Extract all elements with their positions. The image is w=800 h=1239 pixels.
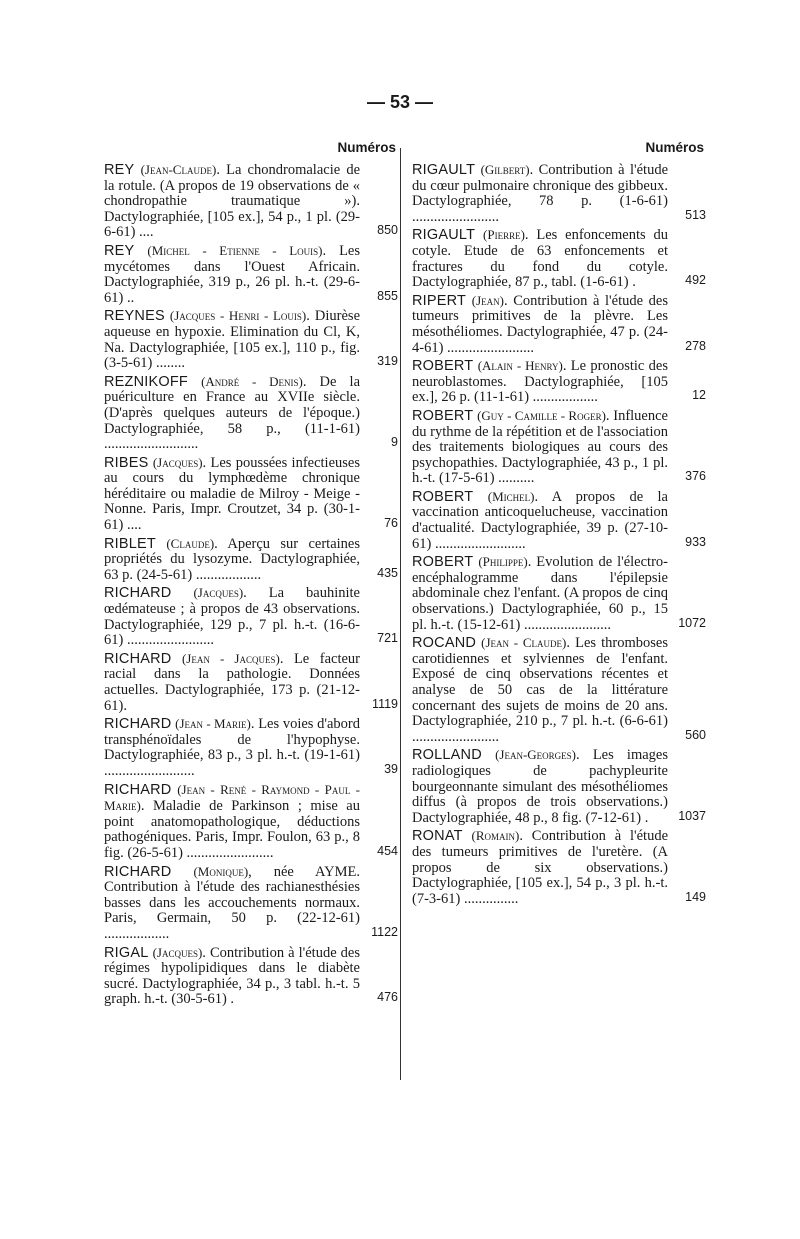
author-given-names: (Claude) <box>166 535 215 551</box>
author-surname: ROBERT <box>412 554 474 571</box>
thesis-title-details: . Le facteur racial dans la pathologie. Données actuelles. Dactylographiée, 173 p. (21-12-61). <box>104 650 360 714</box>
author-surname: RICHARD <box>104 650 172 667</box>
thesis-entry <box>412 747 704 826</box>
author-surname: RIBLET <box>104 535 156 552</box>
author-surname: REY <box>104 162 135 178</box>
column-header-left: Numéros <box>337 140 396 155</box>
thesis-number: 855 <box>377 288 398 303</box>
thesis-entry <box>104 585 396 648</box>
author-given-names: (Jean - Jacques) <box>181 650 280 666</box>
author-surname: RIGAL <box>104 944 149 961</box>
thesis-entry <box>104 651 396 714</box>
author-given-names: (Alain - Henry) <box>477 358 563 374</box>
author-given-names: (Jacques - Henri - Louis) <box>169 308 307 324</box>
thesis-entry <box>104 308 396 371</box>
thesis-entry <box>104 945 396 1008</box>
author-surname: RICHARD <box>104 863 172 880</box>
author-given-names: (Jacques) <box>193 585 244 601</box>
thesis-title-details: . Evolution de l'électro-encéphalogramme dans l'épilepsie abdominale chez l'enfant. (A propos de cinq observations.) Dactylographiée, 60 p., 15 pl. h.-t. (15-12-61) ........................ <box>412 554 668 633</box>
author-surname: RICHARD <box>104 781 172 798</box>
thesis-title-details: . Aperçu sur certaines propriétés du lysozyme. Dactylographiée, 63 p. (24-5-61) .................. <box>104 535 361 583</box>
thesis-title-details: . Les thromboses carotidiennes et sylviennes de l'enfant. Exposé de cinq observations récentes et analyse de 50 cas de la littérature concernant des sujets de moins de 20 ans. Dactylographiée, 210 p., 7 pl. h.-t. (6-6-61) ........................ <box>412 635 669 745</box>
thesis-number: 1122 <box>371 924 398 939</box>
thesis-number: 435 <box>377 565 398 580</box>
author-given-names: (Gilbert) <box>480 162 530 177</box>
thesis-entry <box>412 408 704 487</box>
author-surname: RIGAULT <box>412 162 476 178</box>
author-surname: RIBES <box>104 454 149 471</box>
thesis-number: 278 <box>685 338 706 353</box>
author-given-names: (Michel) <box>487 488 535 504</box>
author-surname: RICHARD <box>104 716 172 733</box>
author-surname: ROBERT <box>412 358 474 375</box>
thesis-number: 513 <box>685 207 706 222</box>
thesis-title-details: . Maladie de Parkinson ; mise au point anatomopathologique, déductions pathogéniques. Paris, Impr. Foulon, 63 p., 8 fig. (26-5-61) ........................ <box>104 798 360 861</box>
thesis-title-details: . Les mycétomes dans l'Ouest Africain. Dactylographiée, 319 p., 26 pl. h.-t. (29-6-61) .. <box>104 242 361 306</box>
thesis-entry <box>104 716 396 779</box>
thesis-title-details: . A propos de la vaccination anticoquelucheuse, vaccination d'actualité. Dactylographiée, 39 p. (27-10-61) ......................... <box>412 488 668 552</box>
author-given-names: (Jean - Marie) <box>175 716 251 732</box>
thesis-entry <box>104 782 396 862</box>
thesis-entry <box>412 635 704 745</box>
author-surname: RONAT <box>412 828 463 845</box>
author-given-names: (André - Denis) <box>201 373 303 389</box>
author-surname: ROLLAND <box>412 747 482 764</box>
thesis-title-details: . Les poussées infectieuses au cours du lymphœdème chronique héréditaire ou maladie de Milroy - Meige - Nonne. Paris, Impr. Croutzet, 34 p. (30-1-61) .... <box>104 454 360 534</box>
thesis-number: 560 <box>685 727 706 742</box>
thesis-entry <box>104 864 396 943</box>
thesis-number: 476 <box>377 990 398 1005</box>
author-given-names: (Michel - Etienne - Louis) <box>147 242 323 258</box>
thesis-entry <box>104 374 396 453</box>
thesis-number: 39 <box>384 761 398 776</box>
author-given-names: (Jean - René - Raymond - Paul - Marie) <box>104 781 360 814</box>
thesis-title-details: . Contribution à l'étude du cœur pulmonaire chronique des gibbeux. Dactylographiée, 78 p. (1-6-61) ........................ <box>412 162 669 225</box>
thesis-number: 454 <box>377 843 398 858</box>
thesis-title-details: . Les images radiologiques de pachypleurite bourgeonnante simulant des mésothéliomes diffus (à propos de trois observations.) Dactylographiée, 48 p., 8 fig. (7-12-61) . <box>412 747 668 826</box>
thesis-title-details: . Les voies d'abord transphénoïdales de l'hypophyse. Dactylographiée, 83 p., 3 pl. h.-t. (19-1-61) ......................... <box>104 716 360 779</box>
left-entry-list <box>104 162 396 1008</box>
author-surname: RICHARD <box>104 585 172 602</box>
author-given-names: (Jean - Claude) <box>481 635 567 651</box>
column-header-right: Numéros <box>645 140 704 155</box>
thesis-number: 721 <box>377 631 398 646</box>
author-surname: ROCAND <box>412 635 477 652</box>
thesis-title-details: . Le pronostic des neuroblastomes. Dactylographiée, [105 ex.], 26 p. (11-1-61) .................. <box>412 358 669 406</box>
author-given-names: (Jean-Georges) <box>495 747 577 763</box>
thesis-entry <box>412 227 704 290</box>
thesis-title-details: , née AYME. Contribution à l'étude des rachianesthésies basses dans les accouchements normaux. Paris, Germain, 50 p. (22-12-61) .................. <box>104 863 361 942</box>
thesis-entry <box>412 358 704 406</box>
thesis-number: 149 <box>685 889 706 904</box>
author-given-names: (Guy - Camille - Roger) <box>477 407 606 423</box>
thesis-entry <box>412 489 704 552</box>
thesis-entry <box>104 243 396 306</box>
thesis-entry <box>412 162 704 225</box>
author-given-names: (Romain) <box>471 828 520 844</box>
thesis-number: 319 <box>377 354 398 369</box>
thesis-title-details: . La chondromalacie de la rotule. (A propos de 19 observations de « chondropathie traumatique »). Dactylographiée, [105 ex.], 54 p., 1 pl. (29-6-61) .... <box>104 162 361 241</box>
thesis-number: 492 <box>685 273 706 288</box>
thesis-entry <box>412 828 704 907</box>
thesis-number: 1119 <box>372 696 398 711</box>
thesis-entry <box>412 293 704 356</box>
author-given-names: (Philippe) <box>478 554 528 570</box>
author-surname: RIPERT <box>412 292 467 309</box>
thesis-number: 1072 <box>678 615 706 630</box>
thesis-number: 76 <box>384 516 398 531</box>
column-divider <box>400 148 401 1080</box>
author-given-names: (Jean) <box>471 292 504 308</box>
thesis-title-details: . De la puériculture en France au XVIIe siècle. (D'après quelques auteurs de l'époque.) Dactylographiée, 58 p., (11-1-61) .......................... <box>104 373 361 453</box>
thesis-title-details: . Contribution à l'étude des régimes hypolipidiques dans le diabète sucré. Dactylographiée, 34 p., 3 tabl. h.-t. 5 graph. h.-t. (30-5-61) . <box>104 944 361 1008</box>
author-surname: ROBERT <box>412 407 474 424</box>
thesis-number: 9 <box>391 435 398 450</box>
author-surname: REY <box>104 242 135 259</box>
author-given-names: (Jean-Claude) <box>140 162 217 177</box>
author-surname: ROBERT <box>412 488 474 505</box>
author-given-names: (Jacques) <box>152 944 203 960</box>
thesis-entry <box>412 554 704 633</box>
thesis-number: 1037 <box>678 808 706 823</box>
thesis-number: 376 <box>685 469 706 484</box>
thesis-entry <box>104 536 396 584</box>
thesis-entry <box>104 455 396 534</box>
thesis-title-details: . Influence du rythme de la répétition et de l'association des traitements biologiques au cours des psychopathies. Dactylographiée, 43 p., 1 pl. h.-t. (17-5-61) .......... <box>412 407 668 487</box>
author-given-names: (Jacques) <box>152 454 203 470</box>
author-surname: RIGAULT <box>412 227 476 244</box>
thesis-number: 933 <box>685 534 706 549</box>
thesis-number: 850 <box>377 223 398 238</box>
thesis-title-details: . Contribution à l'étude des tumeurs primitives de l'uretère. (A propos de six observations.) Dactylographiée, [105 ex.], 54 p., 3 pl. h.-t. (7-3-61) ............... <box>412 828 669 907</box>
thesis-title-details: . Les enfoncements du cotyle. Etude de 63 enfoncements et fractures du fond du cotyle. Dactylographiée, 87 p., tabl. (1-6-61) . <box>412 227 668 291</box>
author-given-names: (Pierre) <box>483 227 525 243</box>
thesis-title-details: . Diurèse aqueuse en hypoxie. Elimination du Cl, K, Na. Dactylographiée, [105 ex.], 110 p., fig. (3-5-61) ........ <box>104 308 361 372</box>
thesis-number: 12 <box>692 388 706 403</box>
thesis-title-details: . Contribution à l'étude des tumeurs primitives de la plèvre. Les mésothéliomes. Dactylographiée, 47 p. (24-4-61) ........................ <box>412 292 669 356</box>
page-number: — 53 — <box>366 92 434 112</box>
left-column <box>104 140 396 1010</box>
thesis-entry <box>104 162 396 241</box>
author-given-names: (Monique) <box>193 863 249 879</box>
author-surname: REZNIKOFF <box>104 373 188 390</box>
right-entry-list <box>412 162 704 907</box>
thesis-title-details: . La bauhinite œdémateuse ; à propos de 43 observations. Dactylographiée, 129 p., 7 pl. h.-t. (16-6-61) ........................ <box>104 585 360 649</box>
author-surname: REYNES <box>104 308 165 325</box>
right-column <box>412 140 704 909</box>
